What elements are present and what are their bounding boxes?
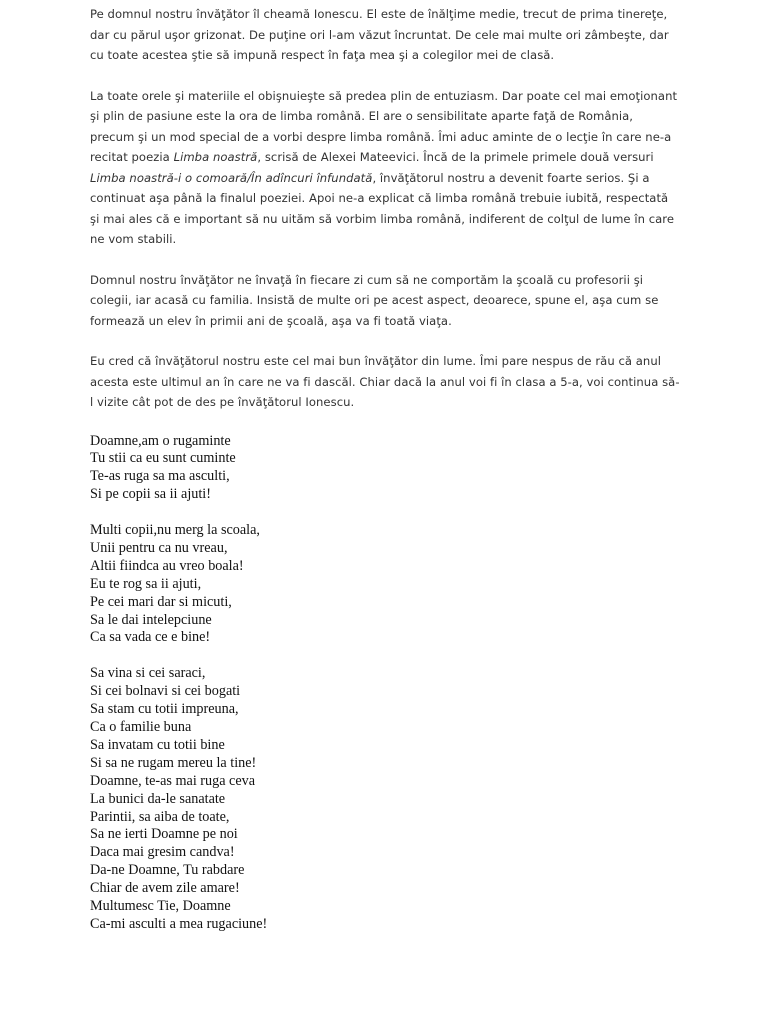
poem-line: Ca sa vada ce e bine! [90, 629, 211, 646]
poem-line: Pe cei mari dar si micuti, [90, 593, 232, 610]
document-page [90, 4, 680, 952]
italic-text: Limba noastră-i o comoară/În adîncuri înfundată [90, 170, 373, 185]
poem-line: Ca o familie buna [90, 718, 192, 735]
paragraph-text: , învăţătorul nostru a devenit foarte serios. Şi a continuat aşa până la finalul poeziei. Apoi ne-a explicat că limba română trebuie iubită, respectată şi mai ales că e important să nu uităm să vorbim limba română, indiferent de colţul de lume în care ne vom stabili. [90, 170, 675, 246]
poem-line: Chiar de avem zile amare! [90, 880, 240, 897]
essay-paragraph [90, 270, 680, 332]
poem-body [90, 433, 680, 934]
poem-line: Eu te rog sa ii ajuti, [90, 575, 202, 592]
poem-line: Parintii, sa aiba de toate, [90, 808, 230, 825]
essay-paragraph [90, 351, 680, 413]
poem-line: Daca mai gresim candva! [90, 844, 235, 861]
poem-line: Multumesc Tie, Doamne [90, 898, 231, 915]
poem-stanza [90, 665, 680, 934]
poem-line: Doamne,am o rugaminte [90, 432, 231, 449]
poem-line: Te-as ruga sa ma asculti, [90, 468, 230, 485]
paragraph-text: Pe domnul nostru învăţător îl cheamă Ionescu. El este de înălţime medie, trecut de prima tinereţe, dar cu părul uşor grizonat. De puţine ori l-am văzut încruntat. De cele mai multe ori zâmbeşte, dar cu toate acestea ştie să impună respect în faţa mea şi a colegilor mei de clasă. [90, 7, 669, 62]
poem-stanza [90, 433, 680, 505]
poem-line: Sa ne ierti Doamne pe noi [90, 826, 238, 843]
essay-paragraph [90, 4, 680, 66]
paragraph-text: Eu cred că învăţătorul nostru este cel mai bun învăţător din lume. Îmi pare nespus de rău că anul acesta este ultimul an în care ne va fi dascăl. Chiar dacă la anul voi fi în clasa a 5-a, voi continua să-l vizite cât pot de des pe învăţătorul Ionescu. [90, 354, 680, 409]
essay-paragraph [90, 86, 680, 250]
paragraph-text: La toate orele şi materiile el obişnuieşte să predea plin de entuziasm. Dar poate cel mai emoţionant şi plin de pasiune este la ora de limba română. El are o sensibilitate aparte faţă de România, precum şi un mod special de a vorbi despre limba română. Îmi aduc aminte de o lecţie în care ne-a recitat poezia [90, 88, 678, 164]
poem-line: Sa vina si cei saraci, [90, 665, 206, 682]
essay-body [90, 4, 680, 413]
poem-line: Doamne, te-as mai ruga ceva [90, 772, 256, 789]
poem-line: Si pe copii sa ii ajuti! [90, 486, 211, 503]
poem-line: Altii fiindca au vreo boala! [90, 557, 244, 574]
poem-line: Multi copii,nu merg la scoala, [90, 522, 260, 539]
poem-line: La bunici da-le sanatate [90, 790, 226, 807]
italic-text: Limba noastră [173, 150, 258, 164]
poem-line: Tu stii ca eu sunt cuminte [90, 450, 236, 467]
paragraph-text: Domnul nostru învăţător ne învaţă în fiecare zi cum să ne comportăm la şcoală cu profesorii şi colegii, iar acasă cu familia. Insistă de multe ori pe acest aspect, deoarece, spune el, aşa cum se formează un elev în primii ani de şcoală, aşa va fi toată viaţa. [90, 272, 659, 328]
poem-line: Si sa ne rugam mereu la tine! [90, 754, 257, 771]
poem-line: Si cei bolnavi si cei bogati [90, 683, 241, 700]
poem-line: Ca-mi asculti a mea rugaciune! [90, 915, 268, 932]
poem-line: Sa invatam cu totii bine [90, 736, 225, 753]
poem-line: Unii pentru ca nu vreau, [90, 539, 228, 556]
poem-stanza [90, 522, 680, 647]
poem-line: Da-ne Doamne, Tu rabdare [90, 862, 245, 879]
poem-line: Sa stam cu totii impreuna, [90, 701, 239, 718]
poem-line: Sa le dai intelepciune [90, 611, 212, 628]
paragraph-text: , scrisă de Alexei Mateevici. Încă de la primele primele două versuri [257, 150, 654, 164]
